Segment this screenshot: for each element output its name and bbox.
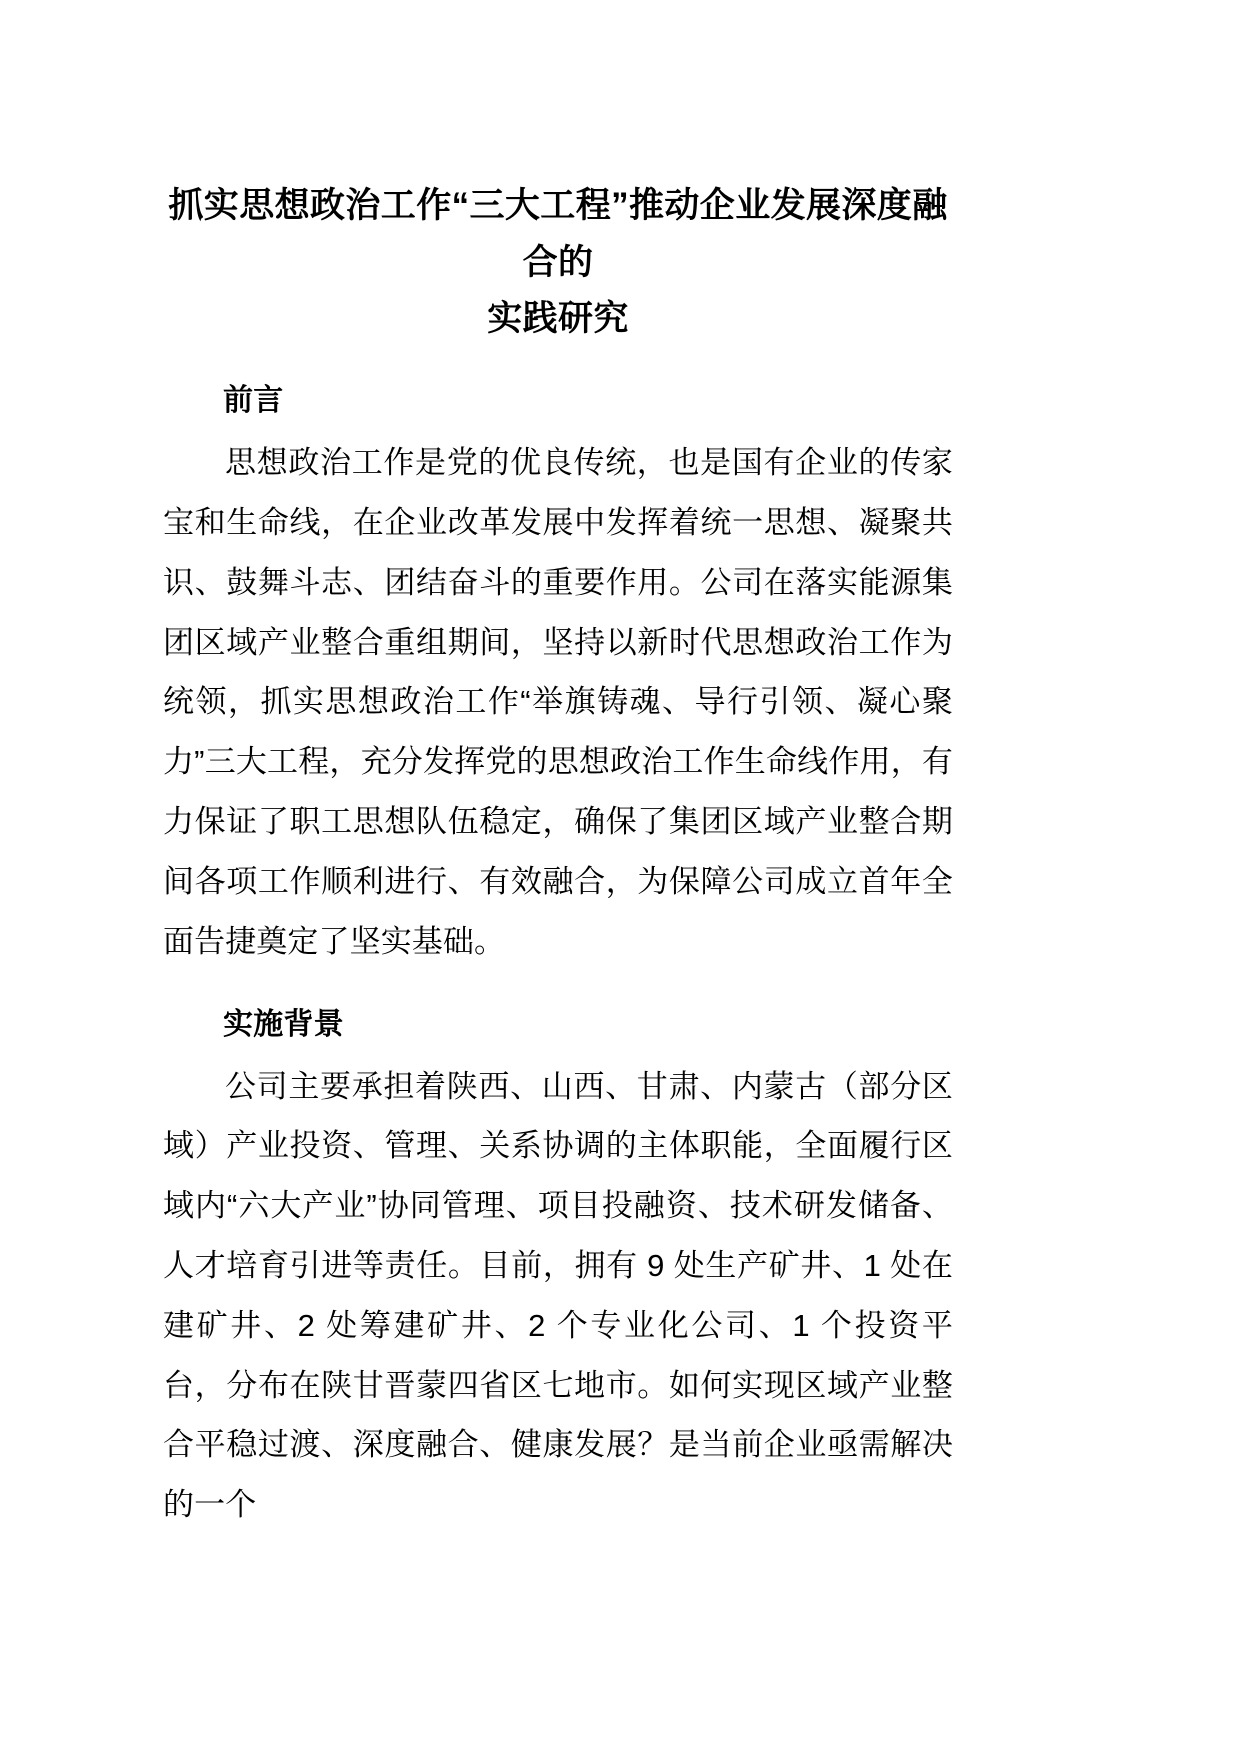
- page-title-line-2: 实践研究: [487, 299, 629, 339]
- document-content: [163, 150, 953, 1535]
- section-heading-preface: 前言: [223, 384, 284, 418]
- page-title: [163, 150, 953, 348]
- section-heading-background: 实施背景: [223, 1007, 344, 1041]
- section-paragraph-background: 公司主要承担着陕西、山西、甘肃、内蒙古（部分区域）产业投资、管理、关系协调的主体职能，全面履行区域内“六大产业”协同管理、项目投融资、技术研发储备、人才培育引进等责任。目前，拥有 9 处生产矿井、1 处在建矿井、2 处筹建矿井、2 个专业化公司、1 个投资平台，分布在陕甘晋蒙四省区七地市。如何实现区域产业整合平稳过渡、深度融合、健康发展？是当前企业亟需解决的一个: [163, 1068, 953, 1523]
- page-title-line-1: 抓实思想政治工作“三大工程”推动企业发展深度融合的: [168, 186, 948, 282]
- section-paragraph-preface: 思想政治工作是党的优良传统，也是国有企业的传家宝和生命线，在企业改革发展中发挥着统一思想、凝聚共识、鼓舞斗志、团结奋斗的重要作用。公司在落实能源集团区域产业整合重组期间，坚持以新时代思想政治工作为统领，抓实思想政治工作“举旗铸魂、导行引领、凝心聚力”三大工程，充分发挥党的思想政治工作生命线作用，有力保证了职工思想队伍稳定，确保了集团区域产业整合期间各项工作顺利进行、有效融合，为保障公司成立首年全面告捷奠定了坚实基础。: [163, 445, 953, 959]
